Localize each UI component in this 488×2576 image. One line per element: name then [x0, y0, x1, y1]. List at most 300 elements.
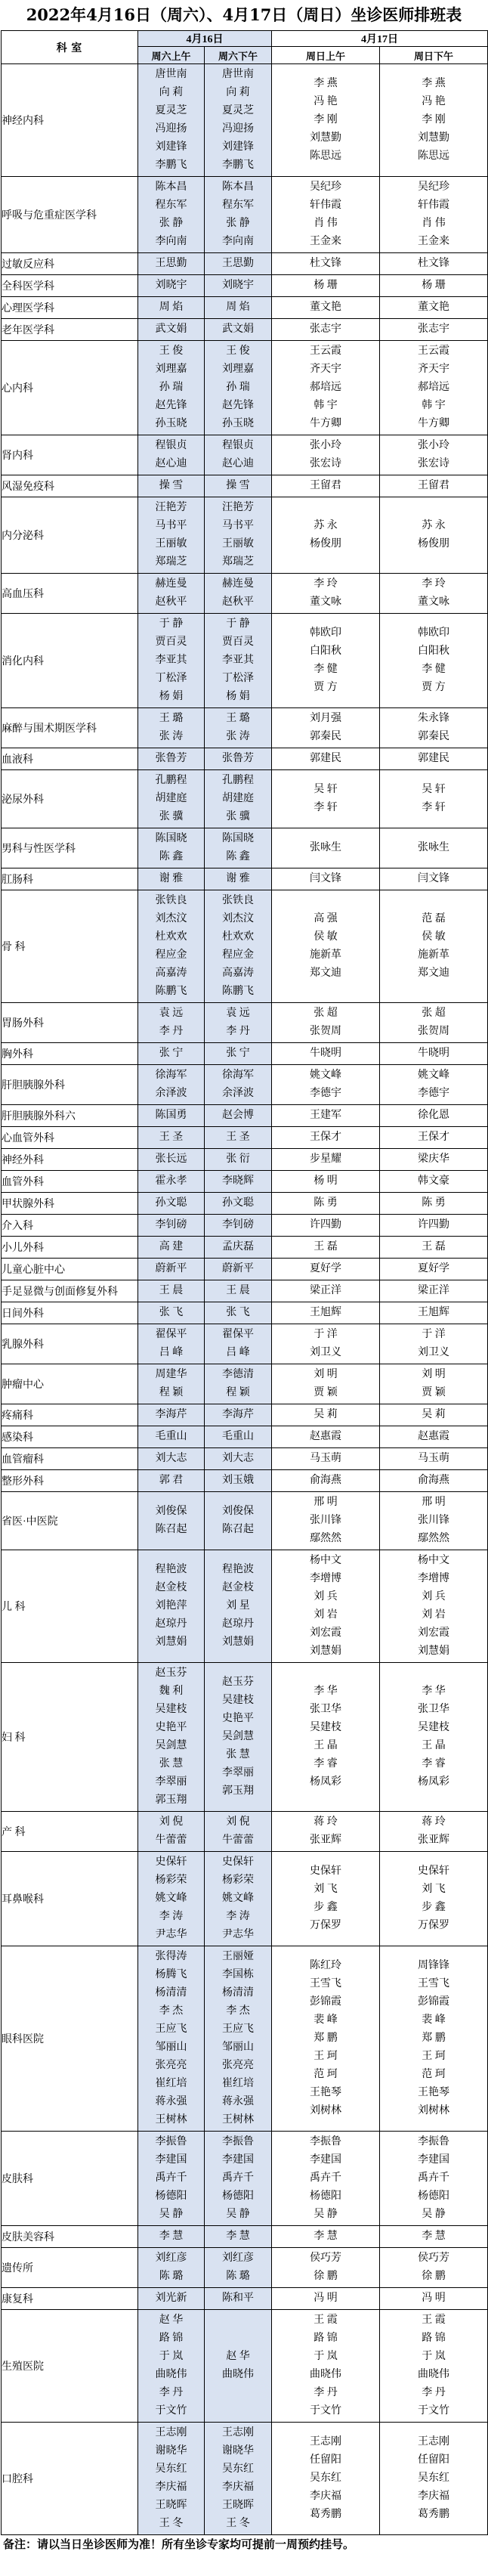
doctor-name: 谢 雅: [159, 873, 184, 884]
doctor-name: 杨腾飞: [155, 1969, 187, 1980]
doctor-name: 汪艳芳: [222, 502, 254, 513]
department-name: 肝胆胰腺外科: [2, 1065, 138, 1105]
sun-pm-cell: [380, 177, 488, 253]
department-row: [2, 828, 488, 868]
sat-pm-cell: [205, 770, 272, 828]
doctor-name: 赵琼丹: [222, 1618, 254, 1630]
sun-am-cell: [272, 1149, 380, 1171]
doctor-name: 陈 璐: [159, 2271, 184, 2282]
sun-pm-cell: [380, 1171, 488, 1193]
department-row: [2, 1193, 488, 1215]
doctor-name: 杨清清: [155, 1987, 187, 1999]
doctor-name: 孙 瑞: [159, 382, 184, 393]
sun-am-cell: [272, 748, 380, 770]
doctor-name: 高嘉涛: [155, 968, 187, 979]
department-name: 肾内科: [2, 435, 138, 475]
doctor-name: 袁 远: [226, 1008, 250, 1019]
doctor-name: 王 俊: [159, 345, 184, 357]
doctor-name: 李增博: [310, 1573, 341, 1584]
doctor-name: 王留君: [418, 480, 449, 491]
doctor-name: 杨彩荣: [155, 1875, 187, 1886]
doctor-name: 马书平: [222, 520, 254, 531]
department-name: 神经外科: [2, 1149, 138, 1171]
doctor-name: 李国栋: [222, 1969, 254, 1980]
doctor-name: 陈召起: [222, 1524, 254, 1535]
sat-am-cell: [138, 1149, 205, 1171]
sun-pm-cell: [380, 1065, 488, 1105]
department-name: 皮肤美容科: [2, 2226, 138, 2248]
doctor-name: 李建国: [222, 2154, 254, 2166]
sat-am-cell: [138, 341, 205, 435]
doctor-name: 梁庆华: [418, 1153, 449, 1165]
sat-pm-cell: [205, 64, 272, 177]
sat-am-cell: [138, 1043, 205, 1065]
sun-pm-cell: [380, 475, 488, 497]
sat-am-cell: [138, 177, 205, 253]
doctor-name: 李振鲁: [418, 2136, 449, 2147]
doctor-name: 刘杰汶: [222, 913, 254, 924]
doctor-name: 郭建民: [418, 753, 449, 764]
sat-pm-cell: [205, 890, 272, 1003]
doctor-name: 赵先锋: [155, 400, 187, 411]
department-name: 肝胆胰腺外科六: [2, 1105, 138, 1127]
doctor-name: 吴 莉: [422, 1409, 446, 1420]
doctor-name: 程银贞: [222, 440, 254, 451]
doctor-name: 冯 艳: [422, 96, 446, 107]
sat-pm-cell: [205, 1550, 272, 1663]
doctor-name: 汪艳芳: [155, 502, 187, 513]
doctor-name: 王 珂: [313, 2051, 338, 2062]
department-name: 整形外科: [2, 1470, 138, 1492]
doctor-name: 鄢然然: [310, 1533, 341, 1544]
sat-am-cell: [138, 1812, 205, 1852]
doctor-name: 赵心迪: [155, 458, 187, 469]
department-name: 泌尿外科: [2, 770, 138, 828]
doctor-name: 张长远: [155, 1153, 187, 1165]
doctor-name: 刘 岩: [422, 1609, 446, 1621]
doctor-name: 赵秋平: [222, 596, 254, 608]
sun-am-cell: [272, 341, 380, 435]
sun-am-cell: [272, 2132, 380, 2226]
doctor-name: 王云霞: [418, 345, 449, 357]
department-row: [2, 1259, 488, 1280]
doctor-name: 王 冬: [226, 2518, 250, 2529]
sun-pm-cell: [380, 497, 488, 574]
doctor-name: 李 睿: [313, 1758, 338, 1769]
doctor-name: 贾 方: [313, 682, 338, 693]
doctor-name: 刘红彦: [155, 2252, 187, 2264]
doctor-name: 李钊磅: [222, 1219, 254, 1231]
header-row-dates: [2, 31, 488, 47]
doctor-name: 操 雪: [226, 480, 250, 491]
department-row: [2, 475, 488, 497]
doctor-name: 张宏诗: [418, 458, 449, 469]
doctor-name: 李 慧: [159, 2231, 184, 2242]
doctor-name: 刘 兵: [313, 1591, 338, 1602]
department-row: [2, 2310, 488, 2423]
sun-am-cell: [272, 1127, 380, 1149]
doctor-name: 王保才: [310, 1132, 341, 1143]
department-row: [2, 1426, 488, 1448]
doctor-name: 禹卉千: [310, 2172, 341, 2184]
doctor-name: 王金来: [310, 236, 341, 247]
department-row: [2, 2248, 488, 2288]
doctor-name: 步星耀: [310, 1153, 341, 1165]
doctor-name: 张 超: [422, 1008, 446, 1019]
sat-am-cell: [138, 1259, 205, 1280]
doctor-name: 禹卉千: [222, 2172, 254, 2184]
doctor-name: 周锋锋: [418, 1960, 449, 1971]
doctor-name: 李鹏飞: [222, 159, 254, 171]
doctor-name: 鄢然然: [418, 1533, 449, 1544]
sat-am-cell: [138, 748, 205, 770]
doctor-name: 步 鑫: [422, 1902, 446, 1913]
doctor-name: 程应金: [222, 949, 254, 961]
department-name: 全科医学科: [2, 275, 138, 297]
doctor-name: 王 俊: [226, 345, 250, 357]
sat-pm-cell: [205, 341, 272, 435]
doctor-name: 吴东红: [310, 2472, 341, 2484]
doctor-name: 郑文迪: [310, 968, 341, 979]
doctor-name: 赵 华: [159, 2314, 184, 2326]
sun-pm-cell: [380, 1324, 488, 1364]
doctor-name: 吴纪珍: [310, 181, 341, 193]
sun-am-cell: [272, 475, 380, 497]
doctor-name: 赫连曼: [222, 578, 254, 590]
sat-am-cell: [138, 1470, 205, 1492]
doctor-name: 曲晓伟: [155, 2369, 187, 2380]
department-name: 麻醉与围术期医学科: [2, 708, 138, 748]
sat-pm-cell: [205, 1215, 272, 1237]
doctor-name: 王艳琴: [310, 2087, 341, 2098]
sat-pm-cell: [205, 614, 272, 708]
sun-am-cell: [272, 1470, 380, 1492]
sat-am-cell: [138, 297, 205, 319]
doctor-name: 李亚其: [222, 655, 254, 666]
doctor-name: 吴 静: [159, 2209, 184, 2220]
doctor-name: 史保轩: [222, 1856, 254, 1868]
doctor-name: 邹丽山: [222, 2042, 254, 2053]
doctor-name: 侯 敏: [422, 931, 446, 943]
sat-pm-cell: [205, 1324, 272, 1364]
doctor-name: 夏灵芝: [222, 105, 254, 116]
doctor-name: 张贺周: [310, 1026, 341, 1037]
sat-am-cell: [138, 2132, 205, 2226]
doctor-name: 刘树林: [310, 2105, 341, 2116]
doctor-name: 魏 利: [159, 1686, 184, 1697]
doctor-name: 李振鲁: [155, 2136, 187, 2147]
sat-am-cell: [138, 319, 205, 341]
sat-am-cell: [138, 1364, 205, 1404]
sun-am-cell: [272, 868, 380, 890]
sat-am-cell: [138, 1003, 205, 1043]
doctor-name: 李 慧: [313, 2231, 338, 2242]
doctor-name: 王 圣: [226, 1132, 250, 1143]
doctor-name: 翟保平: [222, 1329, 254, 1340]
doctor-name: 许四勤: [418, 1219, 449, 1231]
doctor-name: 张 飞: [226, 1307, 250, 1318]
doctor-name: 李亚其: [155, 655, 187, 666]
doctor-name: 杨德阳: [222, 2191, 254, 2202]
doctor-name: 张 慧: [159, 1758, 184, 1769]
doctor-name: 贾 颖: [313, 1387, 338, 1398]
doctor-name: 张 涛: [159, 731, 184, 742]
department-row: [2, 297, 488, 319]
doctor-name: 李建国: [310, 2154, 341, 2166]
doctor-name: 吴剑慧: [155, 1740, 187, 1751]
doctor-name: 刘慧勤: [418, 132, 449, 144]
doctor-name: 陈国晓: [155, 833, 187, 844]
department-name: 甲状腺外科: [2, 1193, 138, 1215]
department-name: 老年医学科: [2, 319, 138, 341]
doctor-name: 王 霞: [313, 2314, 338, 2326]
doctor-name: 杨彩荣: [222, 1875, 254, 1886]
doctor-name: 赵先锋: [222, 400, 254, 411]
doctor-name: 苏 永: [422, 520, 446, 531]
sun-am-cell: [272, 2423, 380, 2535]
department-name: 遗传所: [2, 2248, 138, 2288]
sat-pm-cell: [205, 1171, 272, 1193]
doctor-name: 蒋永强: [222, 2096, 254, 2107]
doctor-name: 王云霞: [310, 345, 341, 357]
department-row: [2, 1215, 488, 1237]
doctor-name: 李德宇: [418, 1088, 449, 1099]
sun-am-cell: [272, 1852, 380, 1946]
doctor-name: 夏好学: [418, 1263, 449, 1274]
sat-pm-cell: [205, 1065, 272, 1105]
doctor-name: 齐天宇: [418, 364, 449, 375]
doctor-name: 李 华: [422, 1686, 446, 1697]
doctor-name: 张 超: [313, 1008, 338, 1019]
doctor-name: 李 丹: [226, 1026, 250, 1037]
doctor-name: 范 磊: [422, 913, 446, 924]
doctor-name: 刘慧娟: [222, 1636, 254, 1648]
doctor-name: 李振鲁: [222, 2136, 254, 2147]
department-name: 风湿免疫科: [2, 475, 138, 497]
sun-pm-cell: [380, 1946, 488, 2132]
doctor-name: 程 颖: [159, 1387, 184, 1398]
doctor-name: 尹志华: [222, 1929, 254, 1940]
schedule-body: [2, 64, 488, 2535]
sun-pm-cell: [380, 2226, 488, 2248]
department-row: [2, 1492, 488, 1550]
doctor-name: 肖 伟: [422, 218, 446, 229]
doctor-name: 刘慧娟: [155, 1636, 187, 1648]
schedule-header: [2, 31, 488, 64]
sat-am-cell: [138, 2310, 205, 2423]
doctor-name: 闫文锋: [310, 873, 341, 884]
doctor-name: 孙文聪: [155, 1197, 187, 1209]
doctor-name: 范 珂: [313, 2069, 338, 2080]
doctor-name: 王丽敏: [155, 538, 187, 550]
doctor-name: 张得涛: [155, 1951, 187, 1962]
sun-pm-cell: [380, 1364, 488, 1404]
sun-am-cell: [272, 1364, 380, 1404]
doctor-name: 郑瑞芝: [155, 556, 187, 568]
doctor-name: 吴建枝: [310, 1722, 341, 1733]
department-name: 小儿外科: [2, 1237, 138, 1259]
doctor-name: 赵金枝: [222, 1582, 254, 1593]
sun-pm-cell: [380, 1215, 488, 1237]
doctor-name: 路 锦: [422, 2333, 446, 2344]
sat-pm-cell: [205, 1237, 272, 1259]
sat-pm-cell: [205, 2423, 272, 2535]
sun-am-cell: [272, 1259, 380, 1280]
sun-am-cell: [272, 1003, 380, 1043]
doctor-name: 史保轩: [310, 1865, 341, 1877]
doctor-name: 李 玲: [313, 578, 338, 590]
doctor-name: 杨 珊: [313, 280, 338, 291]
department-name: 过敏反应科: [2, 253, 138, 275]
doctor-name: 于 静: [226, 618, 250, 630]
doctor-name: 刘 兵: [422, 1591, 446, 1602]
doctor-name: 程东军: [222, 200, 254, 211]
doctor-name: 吴建枝: [418, 1722, 449, 1733]
doctor-name: 赫连曼: [155, 578, 187, 590]
department-name: 疼痛科: [2, 1404, 138, 1426]
sun-pm-cell: [380, 275, 488, 297]
sun-pm-cell: [380, 1105, 488, 1127]
department-row: [2, 890, 488, 1003]
doctor-name: 胡建庭: [222, 793, 254, 804]
sun-pm-cell: [380, 1193, 488, 1215]
doctor-name: 张 衍: [226, 1153, 250, 1165]
doctor-name: 余泽波: [155, 1088, 187, 1099]
doctor-name: 刘建锋: [155, 141, 187, 153]
sat-pm-cell: [205, 1404, 272, 1426]
sun-am-cell: [272, 1812, 380, 1852]
doctor-name: 刘玉娥: [222, 1475, 254, 1486]
department-name: 产 科: [2, 1812, 138, 1852]
doctor-name: 王 冬: [159, 2518, 184, 2529]
sun-am-cell: [272, 177, 380, 253]
doctor-name: 路 锦: [313, 2333, 338, 2344]
doctor-name: 王晓晖: [155, 2500, 187, 2511]
doctor-name: 万保罗: [310, 1920, 341, 1931]
doctor-name: 王 晨: [226, 1285, 250, 1296]
sat-am-cell: [138, 1492, 205, 1550]
department-row: [2, 1324, 488, 1364]
sat-am-cell: [138, 1237, 205, 1259]
doctor-name: 王 磊: [313, 1241, 338, 1252]
doctor-name: 谢晓华: [155, 2445, 187, 2457]
doctor-name: 李 涛: [159, 1911, 184, 1922]
sun-pm-cell: [380, 1003, 488, 1043]
sat-pm-cell: [205, 868, 272, 890]
sat-pm-cell: [205, 574, 272, 614]
department-row: [2, 275, 488, 297]
sat-am-cell: [138, 1663, 205, 1812]
doctor-name: 李 杰: [226, 2005, 250, 2017]
doctor-name: 施新革: [310, 949, 341, 961]
doctor-name: 陈本昌: [155, 181, 187, 193]
sun-am-cell: [272, 1550, 380, 1663]
doctor-name: 霍永孝: [155, 1175, 187, 1187]
sun-pm-cell: [380, 1280, 488, 1302]
doctor-name: 吴 轩: [313, 784, 338, 795]
sun-am-cell: [272, 497, 380, 574]
doctor-name: 程银贞: [155, 440, 187, 451]
doctor-name: 刘月强: [310, 713, 341, 724]
department-name: 生殖医院: [2, 2310, 138, 2423]
doctor-name: 刘大志: [155, 1453, 187, 1464]
doctor-name: 张亮亮: [222, 2060, 254, 2071]
sat-pm-cell: [205, 1470, 272, 1492]
doctor-name: 王旭辉: [310, 1307, 341, 1318]
doctor-name: 刘俊保: [222, 1506, 254, 1517]
doctor-name: 贾 颖: [422, 1387, 446, 1398]
doctor-name: 李 刚: [313, 114, 338, 125]
doctor-name: 张咏生: [418, 842, 449, 853]
department-row: [2, 1470, 488, 1492]
sat-am-cell: [138, 1946, 205, 2132]
doctor-name: 王晓晖: [222, 2500, 254, 2511]
doctor-name: 高嘉涛: [222, 968, 254, 979]
sun-am-cell: [272, 1065, 380, 1105]
sat-am-cell: [138, 2226, 205, 2248]
doctor-name: 徐化恩: [418, 1110, 449, 1121]
doctor-name: 王丽敏: [222, 538, 254, 550]
doctor-name: 彭锦霞: [310, 1996, 341, 2008]
doctor-name: 于文竹: [310, 2405, 341, 2417]
sun-am-cell: [272, 1426, 380, 1448]
doctor-name: 李 慧: [226, 2231, 250, 2242]
date-header-day2: 4月17日: [272, 31, 488, 47]
doctor-name: 许四勤: [310, 1219, 341, 1231]
department-row: [2, 177, 488, 253]
sat-pm-cell: [205, 748, 272, 770]
doctor-name: 孙玉晓: [155, 418, 187, 429]
doctor-name: 王思勤: [222, 258, 254, 269]
doctor-name: 张咏生: [310, 842, 341, 853]
doctor-name: 史保轩: [155, 1856, 187, 1868]
doctor-name: 谢晓华: [222, 2445, 254, 2457]
sat-pm-cell: [205, 297, 272, 319]
department-name: 日间外科: [2, 1302, 138, 1324]
department-row: [2, 341, 488, 435]
sat-pm-cell: [205, 177, 272, 253]
doctor-name: 李德宇: [310, 1088, 341, 1099]
doctor-name: 程艳波: [222, 1564, 254, 1575]
doctor-name: 张 宁: [159, 1048, 184, 1059]
department-row: [2, 1946, 488, 2132]
doctor-name: 刘慧娟: [418, 1646, 449, 1657]
sat-pm-cell: [205, 253, 272, 275]
department-column-header: 科 室: [2, 31, 138, 64]
doctor-name: 裴 峰: [422, 2014, 446, 2026]
doctor-name: 毛重山: [155, 1431, 187, 1442]
doctor-name: 冯 艳: [313, 96, 338, 107]
doctor-name: 张 静: [226, 218, 250, 229]
doctor-name: 唐世南: [222, 69, 254, 80]
sat-pm-cell: [205, 708, 272, 748]
sun-am-cell: [272, 708, 380, 748]
sun-pm-cell: [380, 1492, 488, 1550]
doctor-name: 吴 静: [422, 2209, 446, 2220]
department-name: 消化内科: [2, 614, 138, 708]
doctor-name: 陈红玲: [310, 1960, 341, 1971]
sat-pm-cell: [205, 2226, 272, 2248]
department-name: 介入科: [2, 1215, 138, 1237]
doctor-name: 刘慧勤: [310, 132, 341, 144]
doctor-name: 姚文峰: [418, 1070, 449, 1081]
doctor-name: 张卫华: [310, 1704, 341, 1715]
sun-am-cell: [272, 1193, 380, 1215]
doctor-name: 李 丹: [159, 2387, 184, 2398]
sat-am-cell: [138, 253, 205, 275]
sun-am-cell: [272, 614, 380, 708]
doctor-name: 韩文豪: [418, 1175, 449, 1187]
